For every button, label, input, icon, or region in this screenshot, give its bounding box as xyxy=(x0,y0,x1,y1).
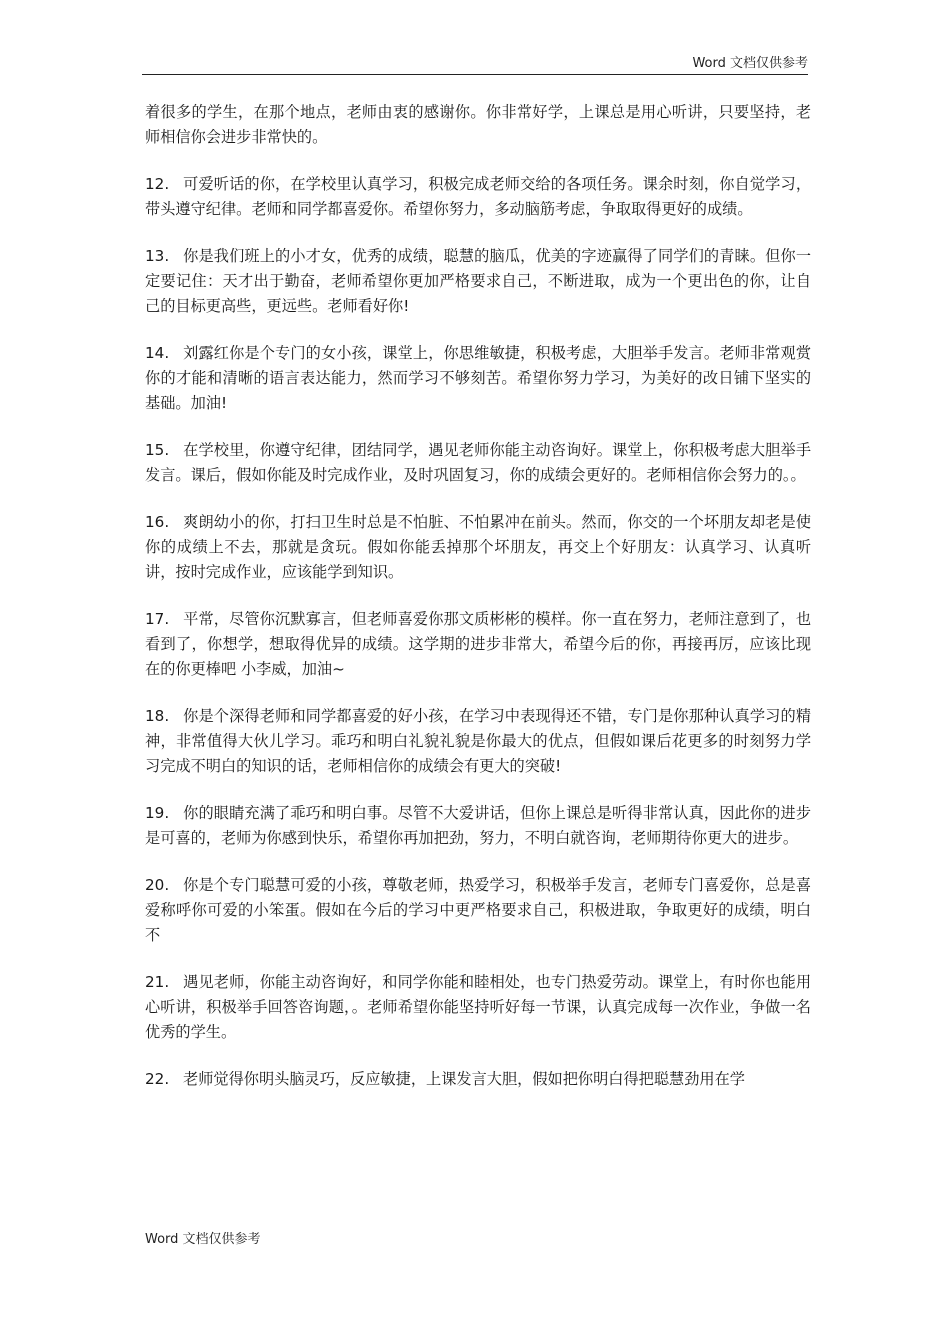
paragraph-text: 你是我们班上的小才女，优秀的成绩，聪慧的脑瓜，优美的字迹赢得了同学们的青睐。但你一定要记住：天才出于勤奋，老师希望你更加严格要求自己，不断进取，成为一个更出色的你，让自己的目标更高些，更远些。老师看好你! xyxy=(145,247,811,315)
paragraph-text: 刘露红你是个专门的女小孩，课堂上，你思维敏捷，积极考虑，大胆举手发言。老师非常观赏你的才能和清晰的语言表达能力，然而学习不够刻苦。希望你努力学习，为美好的改日铺下坚实的基础。加油! xyxy=(145,344,811,412)
paragraph-text: 你是个专门聪慧可爱的小孩，尊敬老师，热爱学习，积极举手发言，老师专门喜爱你，总是喜爱称呼你可爱的小笨蛋。假如在今后的学习中更严格要求自己，积极进取，争取更好的成绩，明白不 xyxy=(145,876,811,944)
header-text: Word 文档仅供参考 xyxy=(692,56,808,71)
paragraph-20 xyxy=(145,873,811,948)
page-header xyxy=(142,54,808,75)
paragraph-19 xyxy=(145,801,811,851)
paragraph-number: 15. xyxy=(145,441,170,459)
paragraph-22 xyxy=(145,1067,811,1092)
paragraph-text: 爽朗幼小的你，打扫卫生时总是不怕脏、不怕累冲在前头。然而，你交的一个坏朋友却老是使你的成绩上不去，那就是贪玩。假如你能丢掉那个坏朋友，再交上个好朋友：认真学习、认真听讲，按时完成作业，应该能学到知识。 xyxy=(145,513,811,581)
paragraph-text: 平常，尽管你沉默寡言，但老师喜爱你那文质彬彬的模样。你一直在努力，老师注意到了，也看到了，你想学，想取得优异的成绩。这学期的进步非常大，希望今后的你，再接再厉，应该比现在的你更棒吧 小李威，加油~ xyxy=(145,610,811,678)
paragraph-text: 在学校里，你遵守纪律，团结同学，遇见老师你能主动咨询好。课堂上，你积极考虑大胆举手发言。课后，假如你能及时完成作业，及时巩固复习，你的成绩会更好的。老师相信你会努力的。。 xyxy=(145,441,811,484)
paragraph-number: 16. xyxy=(145,513,170,531)
paragraph-18 xyxy=(145,704,811,779)
paragraph-number: 12. xyxy=(145,175,170,193)
paragraph-text: 你的眼睛充满了乖巧和明白事。尽管不大爱讲话，但你上课总是听得非常认真，因此你的进步是可喜的，老师为你感到快乐，希望你再加把劲，努力，不明白就咨询，老师期待你更大的进步。 xyxy=(145,804,811,847)
paragraph-text: 遇见老师，你能主动咨询好，和同学你能和睦相处，也专门热爱劳动。课堂上，有时你也能用心听讲，积极举手回答咨询题，。老师希望你能坚持听好每一节课，认真完成每一次作业，争做一名优秀的学生。 xyxy=(145,973,811,1041)
paragraph-continued xyxy=(145,100,811,150)
paragraph-text: 可爱听话的你，在学校里认真学习，积极完成老师交给的各项任务。课余时刻，你自觉学习，带头遵守纪律。老师和同学都喜爱你。希望你努力，多动脑筋考虑，争取取得更好的成绩。 xyxy=(145,175,811,218)
paragraph-number: 17. xyxy=(145,610,170,628)
paragraph-17 xyxy=(145,607,811,682)
paragraph-text: 老师觉得你明头脑灵巧，反应敏捷，上课发言大胆，假如把你明白得把聪慧劲用在学 xyxy=(183,1070,745,1088)
paragraph-number: 22. xyxy=(145,1070,170,1088)
paragraph-16 xyxy=(145,510,811,585)
paragraph-text: 着很多的学生，在那个地点，老师由衷的感谢你。你非常好学，上课总是用心听讲，只要坚持，老师相信你会进步非常快的。 xyxy=(145,103,811,146)
paragraph-text: 你是个深得老师和同学都喜爱的好小孩，在学习中表现得还不错，专门是你那种认真学习的精神，非常值得大伙儿学习。乖巧和明白礼貌礼貌是你最大的优点，但假如课后花更多的时刻努力学习完成不明白的知识的话，老师相信你的成绩会有更大的突破! xyxy=(145,707,811,775)
page-footer xyxy=(145,1232,261,1248)
paragraph-number: 21. xyxy=(145,973,170,991)
paragraph-12 xyxy=(145,172,811,222)
paragraph-14 xyxy=(145,341,811,416)
document-body xyxy=(145,100,811,1114)
paragraph-number: 14. xyxy=(145,344,170,362)
paragraph-15 xyxy=(145,438,811,488)
paragraph-21 xyxy=(145,970,811,1045)
paragraph-number: 18. xyxy=(145,707,170,725)
paragraph-number: 13. xyxy=(145,247,170,265)
paragraph-13 xyxy=(145,244,811,319)
footer-text: Word 文档仅供参考 xyxy=(145,1232,261,1247)
paragraph-number: 19. xyxy=(145,804,170,822)
paragraph-number: 20. xyxy=(145,876,170,894)
